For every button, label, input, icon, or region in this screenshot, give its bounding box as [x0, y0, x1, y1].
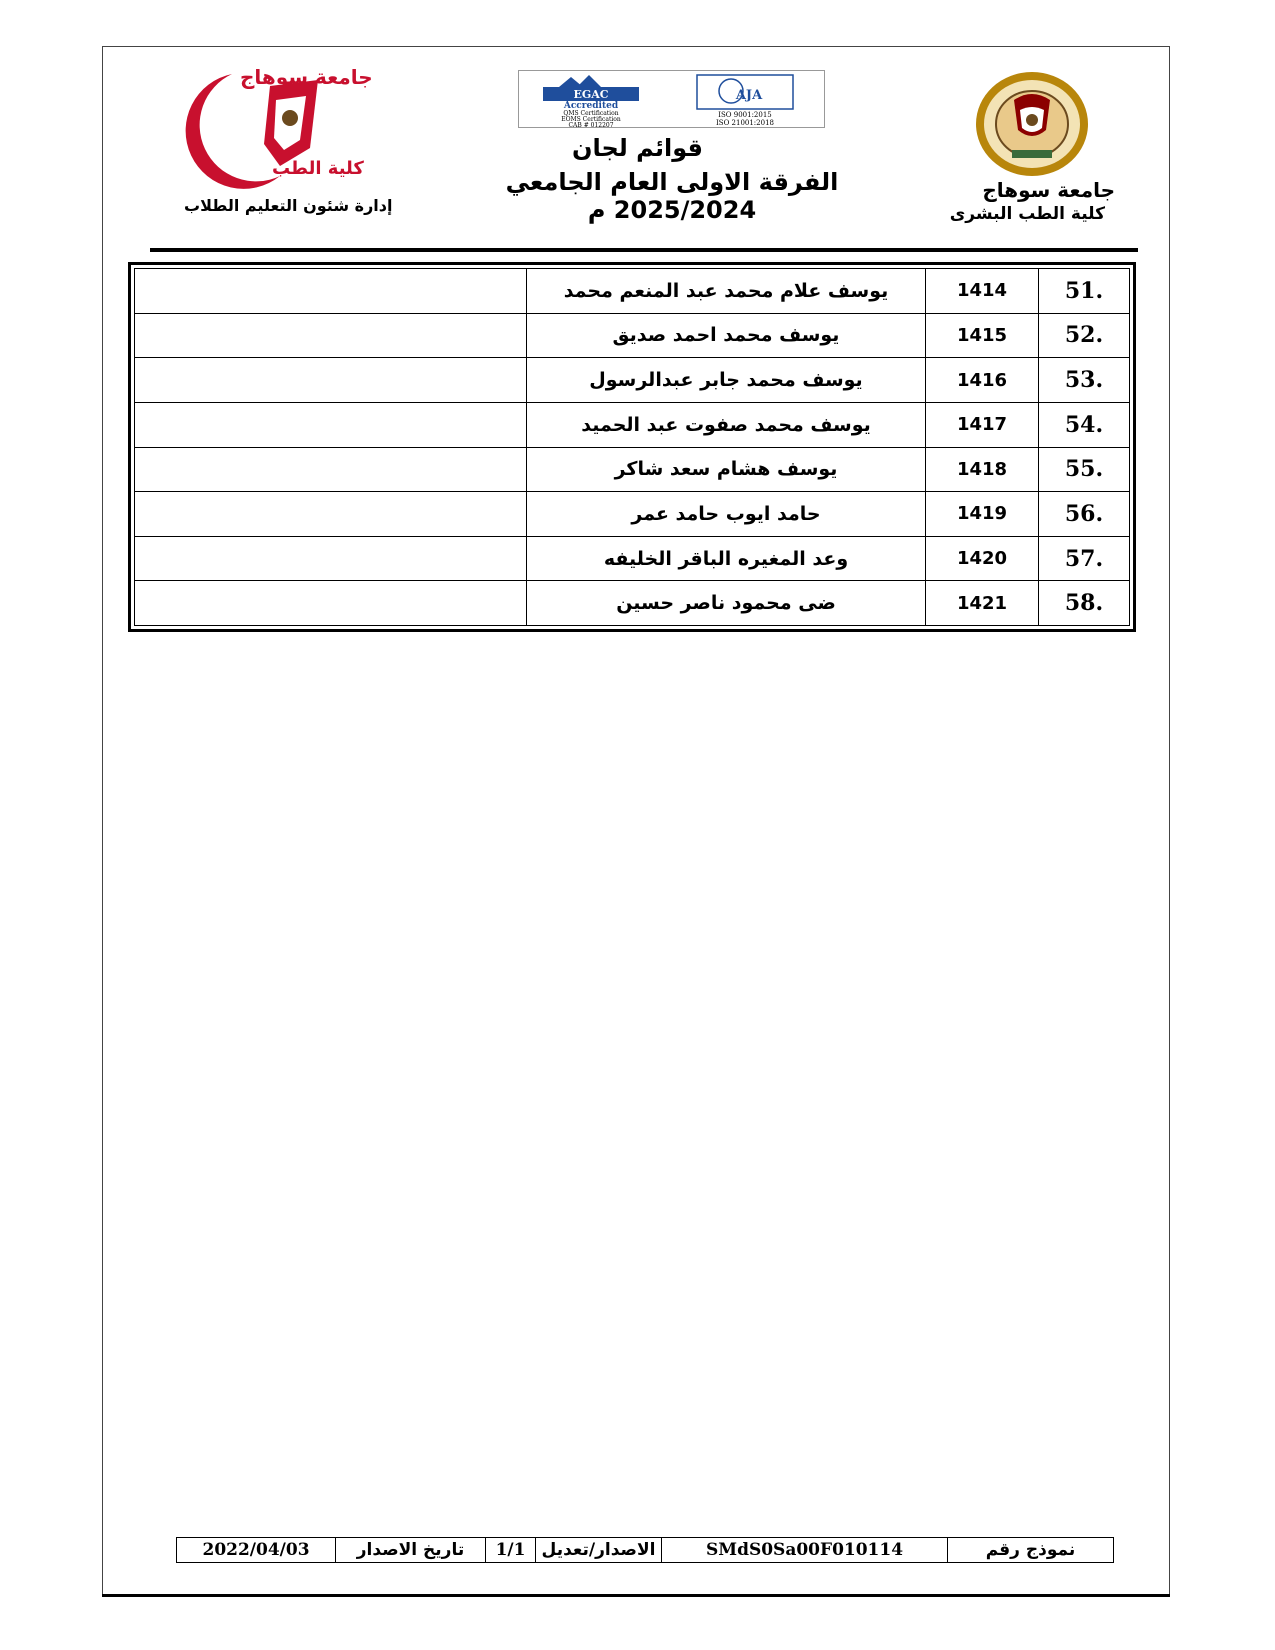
cert-line-3: CAB # 012207: [568, 122, 614, 129]
notes-cell: [135, 536, 527, 581]
form-number-label: نموذج رقم: [947, 1538, 1113, 1562]
faculty-name: كلية الطب البشرى: [949, 204, 1105, 224]
notes-cell: [135, 402, 527, 447]
table-row: [135, 447, 1130, 492]
iso-line-2: ISO 21001:2018: [716, 119, 774, 127]
department-name: إدارة شئون التعليم الطلاب: [184, 196, 393, 215]
row-index: .57: [1039, 536, 1130, 581]
row-index: .56: [1039, 492, 1130, 537]
document-subtitle: الفرقة الاولى العام الجامعي 2025/2024 م: [505, 168, 839, 224]
egac-label: EGAC: [573, 88, 609, 101]
student-name: ضى محمود ناصر حسين: [527, 581, 926, 626]
seat-number: 1415: [926, 313, 1039, 358]
committee-list-table: [128, 262, 1136, 632]
seat-number: 1418: [926, 447, 1039, 492]
student-name: وعد المغيره الباقر الخليفه: [527, 536, 926, 581]
issue-date-value: 2022/04/03: [202, 1540, 310, 1560]
row-index: .54: [1039, 402, 1130, 447]
certification-badges: [518, 70, 825, 128]
form-footer: [176, 1537, 1114, 1563]
row-index: .51: [1039, 269, 1130, 314]
notes-cell: [135, 581, 527, 626]
seat-number: 1421: [926, 581, 1039, 626]
notes-cell: [135, 313, 527, 358]
iso-line-1: ISO 9001:2015: [718, 111, 772, 119]
cert-line-2: EOMS Certification: [561, 116, 621, 123]
aja-label: AJA: [735, 88, 763, 103]
page-frame-bottom-rule: [102, 1594, 1170, 1597]
student-name: يوسف علام محمد عبد المنعم محمد: [527, 269, 926, 314]
table-row: [135, 269, 1130, 314]
version-value: 1/1: [485, 1538, 535, 1562]
student-name: يوسف محمد جابر عبدالرسول: [527, 358, 926, 403]
student-name: حامد ايوب حامد عمر: [527, 492, 926, 537]
egac-accredited: Accredited: [563, 101, 619, 111]
header-divider: [150, 248, 1138, 252]
row-index: .55: [1039, 447, 1130, 492]
student-name: يوسف محمد احمد صديق: [527, 313, 926, 358]
notes-cell: [135, 492, 527, 537]
row-index: .52: [1039, 313, 1130, 358]
cert-line-1: QMS Certification: [563, 110, 619, 117]
version-label: الاصدار/تعديل: [535, 1538, 661, 1562]
row-index: .58: [1039, 581, 1130, 626]
left-logo-text: جامعة سوهاج: [240, 65, 373, 89]
faculty-crescent-logo: [160, 56, 373, 186]
seat-number: 1419: [926, 492, 1039, 537]
notes-cell: [135, 358, 527, 403]
certification-badges-graphic: [519, 71, 824, 127]
student-name: يوسف هشام سعد شاكر: [527, 447, 926, 492]
student-name: يوسف محمد صفوت عبد الحميد: [527, 402, 926, 447]
university-name: جامعة سوهاج: [982, 178, 1115, 202]
notes-cell: [135, 269, 527, 314]
left-logo-text-2: كلية الطب: [272, 158, 364, 179]
document-title: قوائم لجان: [572, 134, 703, 162]
issue-date-label: تاريخ الاصدار: [335, 1538, 485, 1562]
seat-number: 1414: [926, 269, 1039, 314]
table-row: [135, 358, 1130, 403]
table-row: [135, 402, 1130, 447]
form-number-value: SMdS0Sa00F010114: [661, 1538, 947, 1562]
table-row: [135, 581, 1130, 626]
table-row: [135, 313, 1130, 358]
seat-number: 1420: [926, 536, 1039, 581]
seat-number: 1416: [926, 358, 1039, 403]
table-row: [135, 492, 1130, 537]
seat-number: 1417: [926, 402, 1039, 447]
row-index: .53: [1039, 358, 1130, 403]
notes-cell: [135, 447, 527, 492]
table-row: [135, 536, 1130, 581]
